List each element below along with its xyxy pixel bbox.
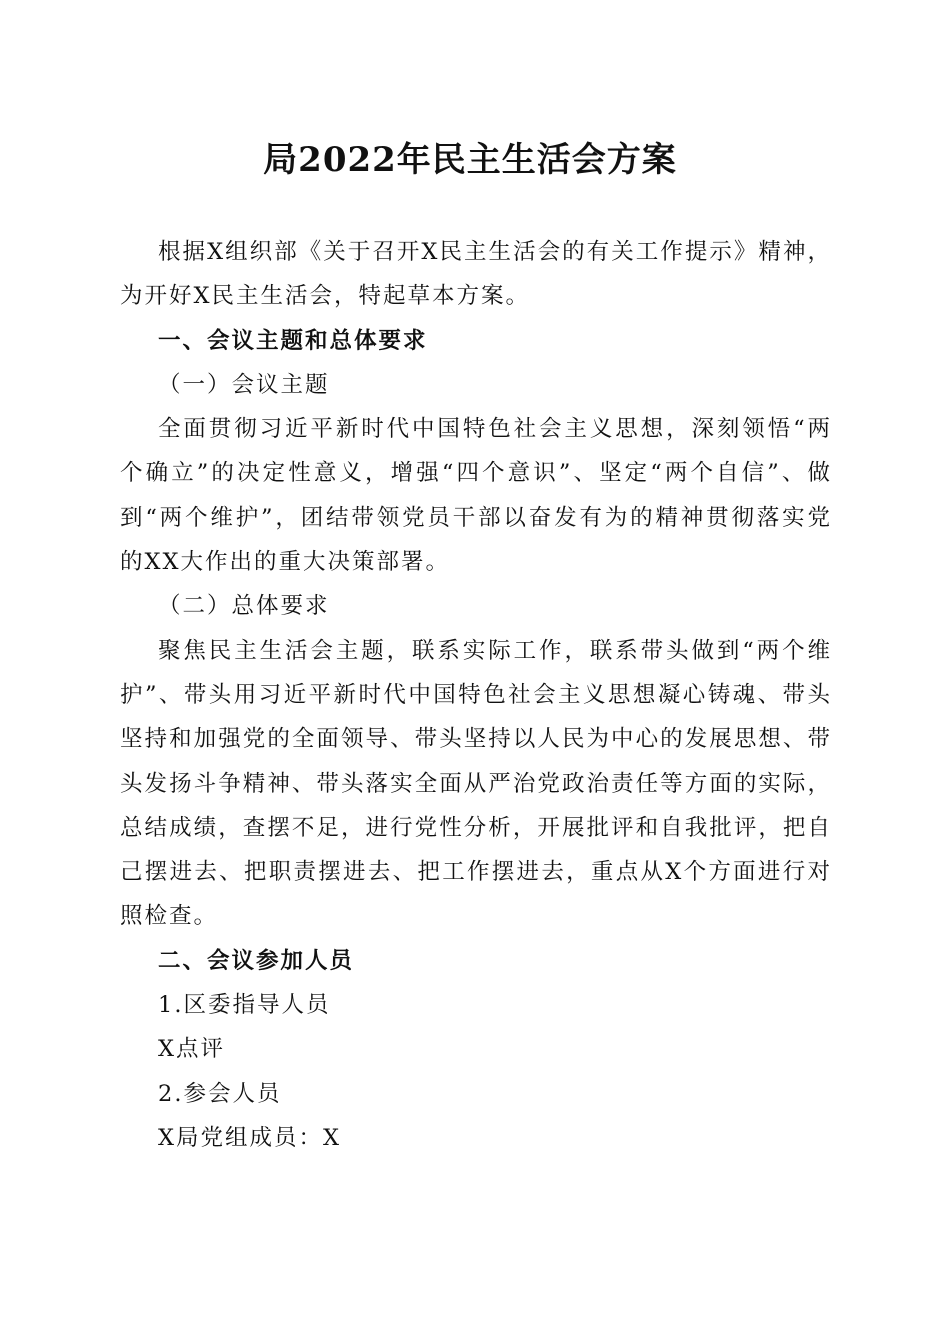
section-1-sub-1-heading: （一）会议主题: [158, 371, 330, 398]
document-title: 局2022年民主生活会方案: [263, 140, 677, 180]
attendees-label: 2.参会人员: [158, 1080, 282, 1107]
attendees-text: X局党组成员：X: [158, 1124, 342, 1151]
section-1-heading: 一、会议主题和总体要求: [158, 327, 428, 354]
guidance-staff-label: 1.区委指导人员: [158, 992, 331, 1019]
overall-requirements-paragraph: 聚焦民主生活会主题，联系实际工作，联系带头做到“两个维护”、带头用习近平新时代中国特色社会主义思想凝心铸魂、带头坚持和加强党的全面领导、带头坚持以人民为中心的发展思想、带头发扬斗争精神、带头落实全面从严治党政治责任等方面的实际，总结成绩，查摆不足，进行党性分析，开展批评和自我批评，把自己摆进去、把职责摆进去、把工作摆进去，重点从X个方面进行对照检查。: [120, 637, 832, 930]
section-1-sub-2-heading: （二）总体要求: [158, 593, 330, 620]
document-body: [120, 230, 832, 1160]
section-2-heading: 二、会议参加人员: [158, 947, 355, 974]
meeting-theme-paragraph: 全面贯彻习近平新时代中国特色社会主义思想，深刻领悟“两个确立”的决定性意义，增强“四个意识”、坚定“两个自信”、做到“两个维护”，团结带领党员干部以奋发有为的精神贯彻落实党的XX大作出的重大决策部署。: [120, 416, 832, 576]
intro-paragraph: 根据X组织部《关于召开X民主生活会的有关工作提示》精神，为开好X民主生活会，特起草本方案。: [120, 239, 832, 310]
guidance-staff-text: X点评: [158, 1036, 226, 1063]
